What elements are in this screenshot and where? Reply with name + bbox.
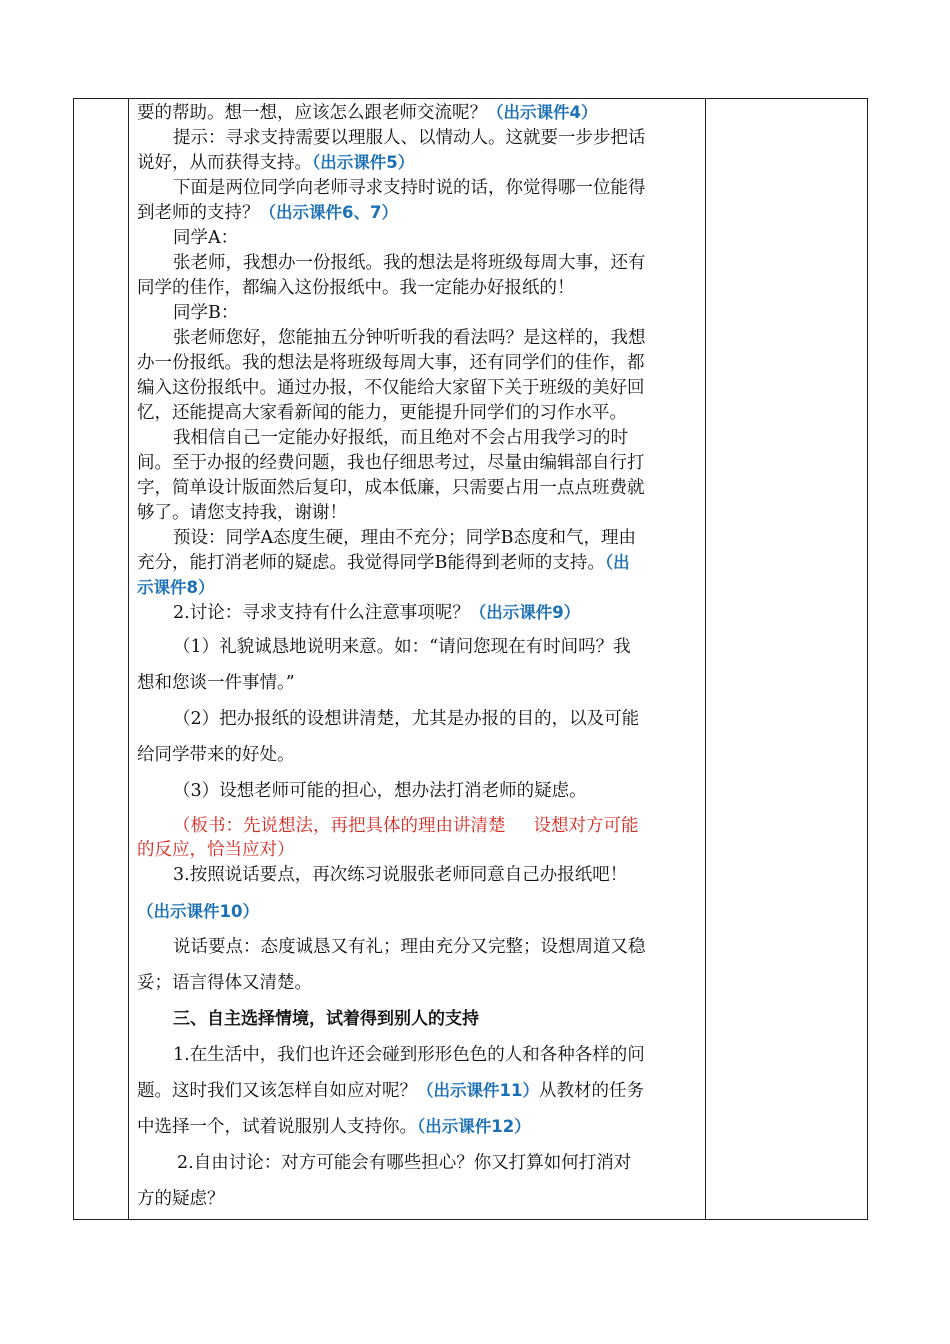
lesson-plan-table — [73, 98, 868, 1220]
text-line: 1.在生活中，我们也许还会碰到形形色色的人和各种各样的问 — [173, 1045, 645, 1065]
text-line: 2.讨论：寻求支持有什么注意事项呢？（出示课件9） — [173, 603, 581, 623]
text-line: 忆，还能提高大家看新闻的能力，更能提升同学们的习作水平。 — [137, 403, 627, 423]
text-line: 要的帮助。想一想，应该怎么跟老师交流呢？（出示课件4） — [137, 103, 598, 123]
text-line: 说话要点：态度诚恳又有礼；理由充分又完整；设想周道又稳 — [173, 937, 646, 957]
text-line: （1）礼貌诚恳地说明来意。如：“请问您现在有时间吗？我 — [173, 637, 631, 657]
courseware-ref: （出示课件5） — [312, 153, 415, 172]
courseware-ref: （出示课件6、7） — [259, 203, 398, 222]
text-line: 字，简单设计版面然后复印，成本低廉，只需要占用一点点班费就 — [137, 478, 645, 498]
text-line: 说好，从而获得支持。（出示课件5） — [137, 153, 415, 173]
text-line: 妥；语言得体又清楚。 — [137, 973, 312, 993]
text-line: 同学的佳作，都编入这份报纸中。我一定能办好报纸的！ — [137, 278, 575, 298]
text-line — [137, 576, 214, 600]
board-note: 的反应，恰当应对） — [137, 840, 295, 860]
text-line: （3）设想老师可能的担心，想办法打消老师的疑虑。 — [173, 781, 587, 801]
text-line: 张老师，我想办一份报纸。我的想法是将班级每周大事，还有 — [173, 253, 646, 273]
text-line: （2）把办报纸的设想讲清楚，尤其是办报的目的，以及可能 — [173, 709, 640, 729]
courseware-ref: （出示课件9） — [469, 603, 581, 622]
text-line: 到老师的支持？（出示课件6、7） — [137, 203, 398, 223]
courseware-ref: 示课件8） — [137, 578, 215, 597]
text-line: 2.自由讨论：对方可能会有哪些担心？你又打算如何打消对 — [177, 1153, 632, 1173]
text-line: 方的疑虑？ — [137, 1189, 225, 1209]
text-line: 提示：寻求支持需要以理服人、以情动人。这就要一步步把话 — [173, 128, 646, 148]
left-column-divider — [128, 99, 129, 1219]
text-line: 张老师您好，您能抽五分钟听听我的看法吗？是这样的，我想 — [173, 328, 646, 348]
right-column-divider — [705, 99, 706, 1219]
courseware-ref: （出示课件4） — [487, 103, 598, 122]
text-line: 中选择一个，试着说服别人支持你。（出示课件12） — [137, 1117, 531, 1137]
text-line: 想和您谈一件事情。” — [137, 673, 295, 693]
text-line: 够了。请您支持我，谢谢！ — [137, 503, 347, 523]
text-line — [137, 900, 259, 924]
text-line: 预设：同学A态度生硬，理由不充分；同学B态度和气，理由 — [173, 528, 636, 548]
text-line: 下面是两位同学向老师寻求支持时说的话，你觉得哪一位能得 — [173, 178, 646, 198]
courseware-ref: （出示课件10） — [137, 902, 259, 921]
courseware-ref: （出示课件12） — [417, 1117, 531, 1136]
board-note: （板书：先说想法，再把具体的理由讲清楚 设想对方可能 — [173, 816, 639, 836]
section-heading: 三、自主选择情境，试着得到别人的支持 — [173, 1009, 479, 1029]
text-line: 充分，能打消老师的疑虑。我觉得同学B能得到老师的支持。（出 — [137, 553, 630, 573]
text-line: 编入这份报纸中。通过办报，不仅能给大家留下关于班级的美好回 — [137, 378, 645, 398]
text-line: 给同学带来的好处。 — [137, 745, 295, 765]
student-a-label: 同学A： — [173, 228, 239, 248]
text-line: 题。这时我们又该怎样自如应对呢？（出示课件11）从教材的任务 — [137, 1081, 644, 1101]
courseware-ref: （出 — [604, 553, 630, 572]
text-line: 间。至于办报的经费问题，我也仔细思考过，尽量由编辑部自行打 — [137, 453, 645, 473]
text-line: 我相信自己一定能办好报纸，而且绝对不会占用我学习的时 — [173, 428, 628, 448]
student-b-label: 同学B： — [173, 303, 239, 323]
courseware-ref: （出示课件11） — [417, 1081, 539, 1100]
text-line: 办一份报纸。我的想法是将班级每周大事，还有同学们的佳作，都 — [137, 353, 645, 373]
text-line: 3.按照说话要点，再次练习说服张老师同意自己办报纸吧！ — [173, 865, 628, 885]
